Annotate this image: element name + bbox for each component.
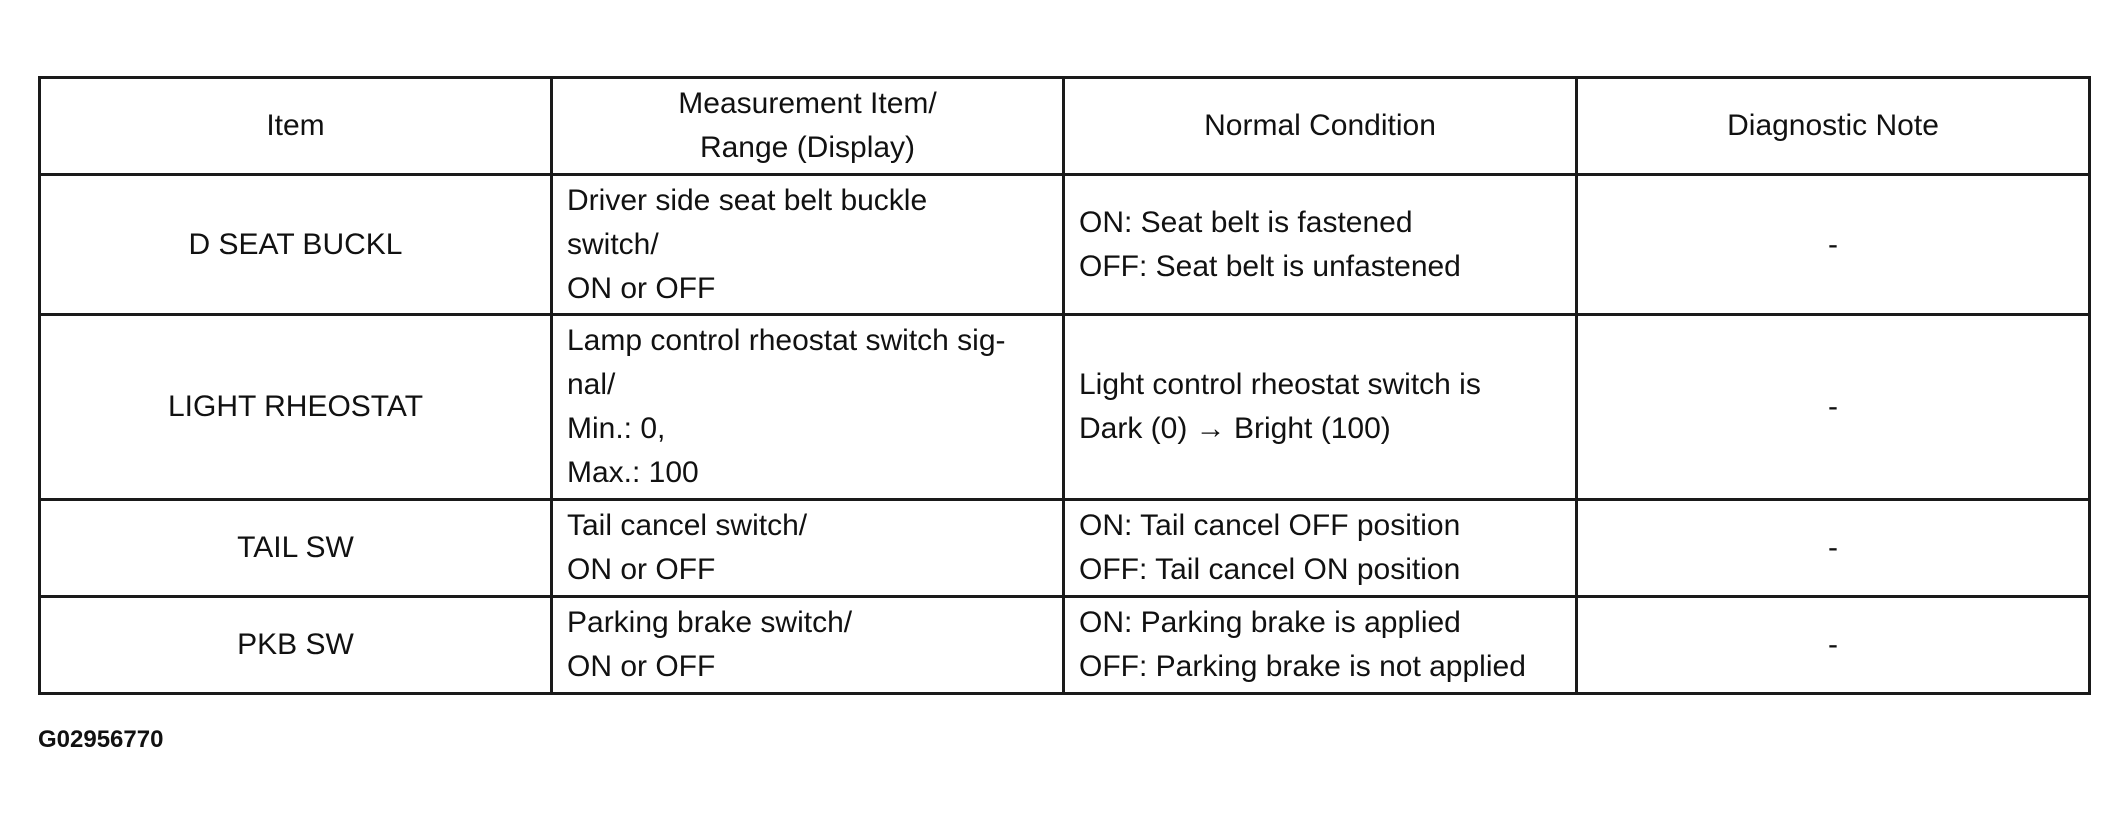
data-list-table-container [38, 76, 2088, 695]
table-row [40, 175, 2090, 315]
cell-measurement: Tail cancel switch/ ON or OFF [552, 500, 1064, 597]
cell-note: - [1577, 597, 2090, 694]
cell-item: D SEAT BUCKL [40, 175, 552, 315]
cell-condition: ON: Parking brake is applied OFF: Parking brake is not applied [1064, 597, 1577, 694]
cell-condition: Light control rheostat switch is Dark (0) → Bright (100) [1064, 315, 1577, 500]
header-measurement-item: Measurement Item/ Range (Display) [552, 78, 1064, 175]
header-item: Item [40, 78, 552, 175]
cell-measurement: Driver side seat belt buckle switch/ ON or OFF [552, 175, 1064, 315]
table-row [40, 315, 2090, 500]
cell-item: LIGHT RHEOSTAT [40, 315, 552, 500]
cell-condition: ON: Tail cancel OFF position OFF: Tail cancel ON position [1064, 500, 1577, 597]
figure-id-label: G02956770 [38, 726, 164, 753]
cell-note: - [1577, 315, 2090, 500]
cell-item: PKB SW [40, 597, 552, 694]
cell-condition: ON: Seat belt is fastened OFF: Seat belt is unfastened [1064, 175, 1577, 315]
cell-item: TAIL SW [40, 500, 552, 597]
table-header-row [40, 78, 2090, 175]
cell-note: - [1577, 500, 2090, 597]
header-diagnostic-note: Diagnostic Note [1577, 78, 2090, 175]
table-row [40, 500, 2090, 597]
table-row [40, 597, 2090, 694]
cell-measurement: Lamp control rheostat switch sig- nal/ Min.: 0, Max.: 100 [552, 315, 1064, 500]
cell-note: - [1577, 175, 2090, 315]
cell-measurement: Parking brake switch/ ON or OFF [552, 597, 1064, 694]
header-normal-condition: Normal Condition [1064, 78, 1577, 175]
data-list-table [38, 76, 2091, 695]
